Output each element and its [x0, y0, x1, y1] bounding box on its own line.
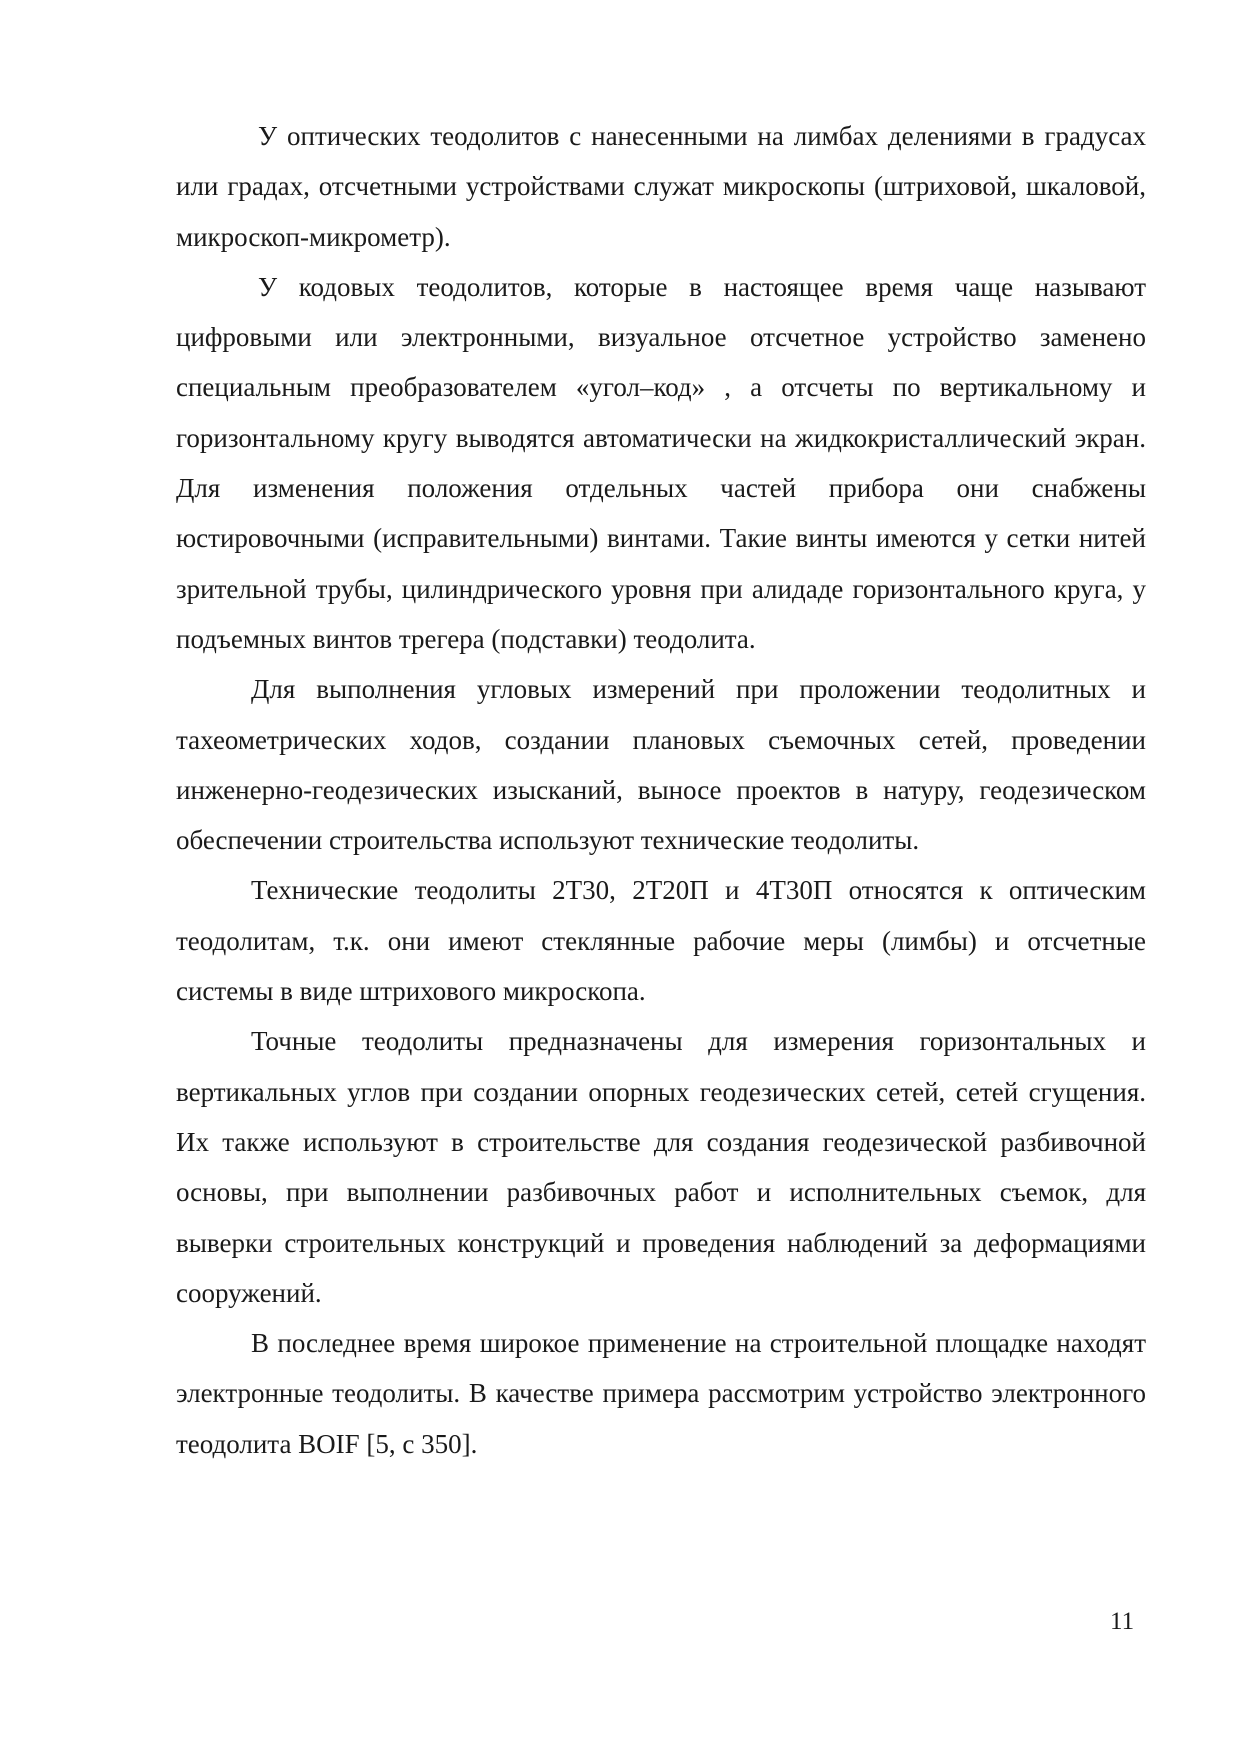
- paragraph-angular-measurements: Для выполнения угловых измерений при проложении теодолитных и тахеометрических ходов, создании плановых съемочных сетей, проведении инженерно-геодезических изысканий, выносе проектов в натуру, геодезическом обеспечении строительства используют технические теодолиты.: [176, 674, 1146, 856]
- paragraph-electronic-theodolites: В последнее время широкое применение на строительной площадке находят электронные теодолиты. В качестве примера рассмотрим устройство электронного теодолита BOIF [5, с 350].: [176, 1328, 1146, 1459]
- paragraph-precise-theodolites: Точные теодолиты предназначены для измерения горизонтальных и вертикальных углов при создании опорных геодезических сетей, сетей сгущения. Их также используют в строительстве для создания геодезической разбивочной основы, при выполнении разбивочных работ и исполнительных съемок, для выверки строительных конструкций и проведения наблюдений за деформациями сооружений.: [176, 1026, 1146, 1308]
- paragraph-code-theodolites: У кодовых теодолитов, которые в настоящее время чаще называют цифровыми или электронными, визуальное отсчетное устройство заменено специальным преобразователем «угол–код» , а отсчеты по вертикальному и горизонтальному кругу выводятся автоматически на жидкокристаллический экран. Для изменения положения отдельных частей прибора они снабжены юстировочными (исправительными) винтами. Такие винты имеются у сетки нитей зрительной трубы, цилиндрического уровня при алидаде горизонтального круга, у подъемных винтов трегера (подставки) теодолита.: [176, 271, 1146, 654]
- paragraph-technical-theodolites: Технические теодолиты 2Т30, 2Т20П и 4Т30П относятся к оптическим теодолитам, т.к. они имеют стеклянные рабочие меры (лимбы) и отсчетные системы в виде штрихового микроскопа.: [176, 875, 1146, 1007]
- body-text: [176, 111, 1146, 1469]
- page-number: 11: [1110, 1608, 1135, 1635]
- paragraph-optical-theodolites: У оптических теодолитов с нанесенными на лимбах делениями в градусах или градах, отсчетными устройствами служат микроскопы (штриховой, шкаловой, микроскоп-микрометр).: [176, 121, 1146, 252]
